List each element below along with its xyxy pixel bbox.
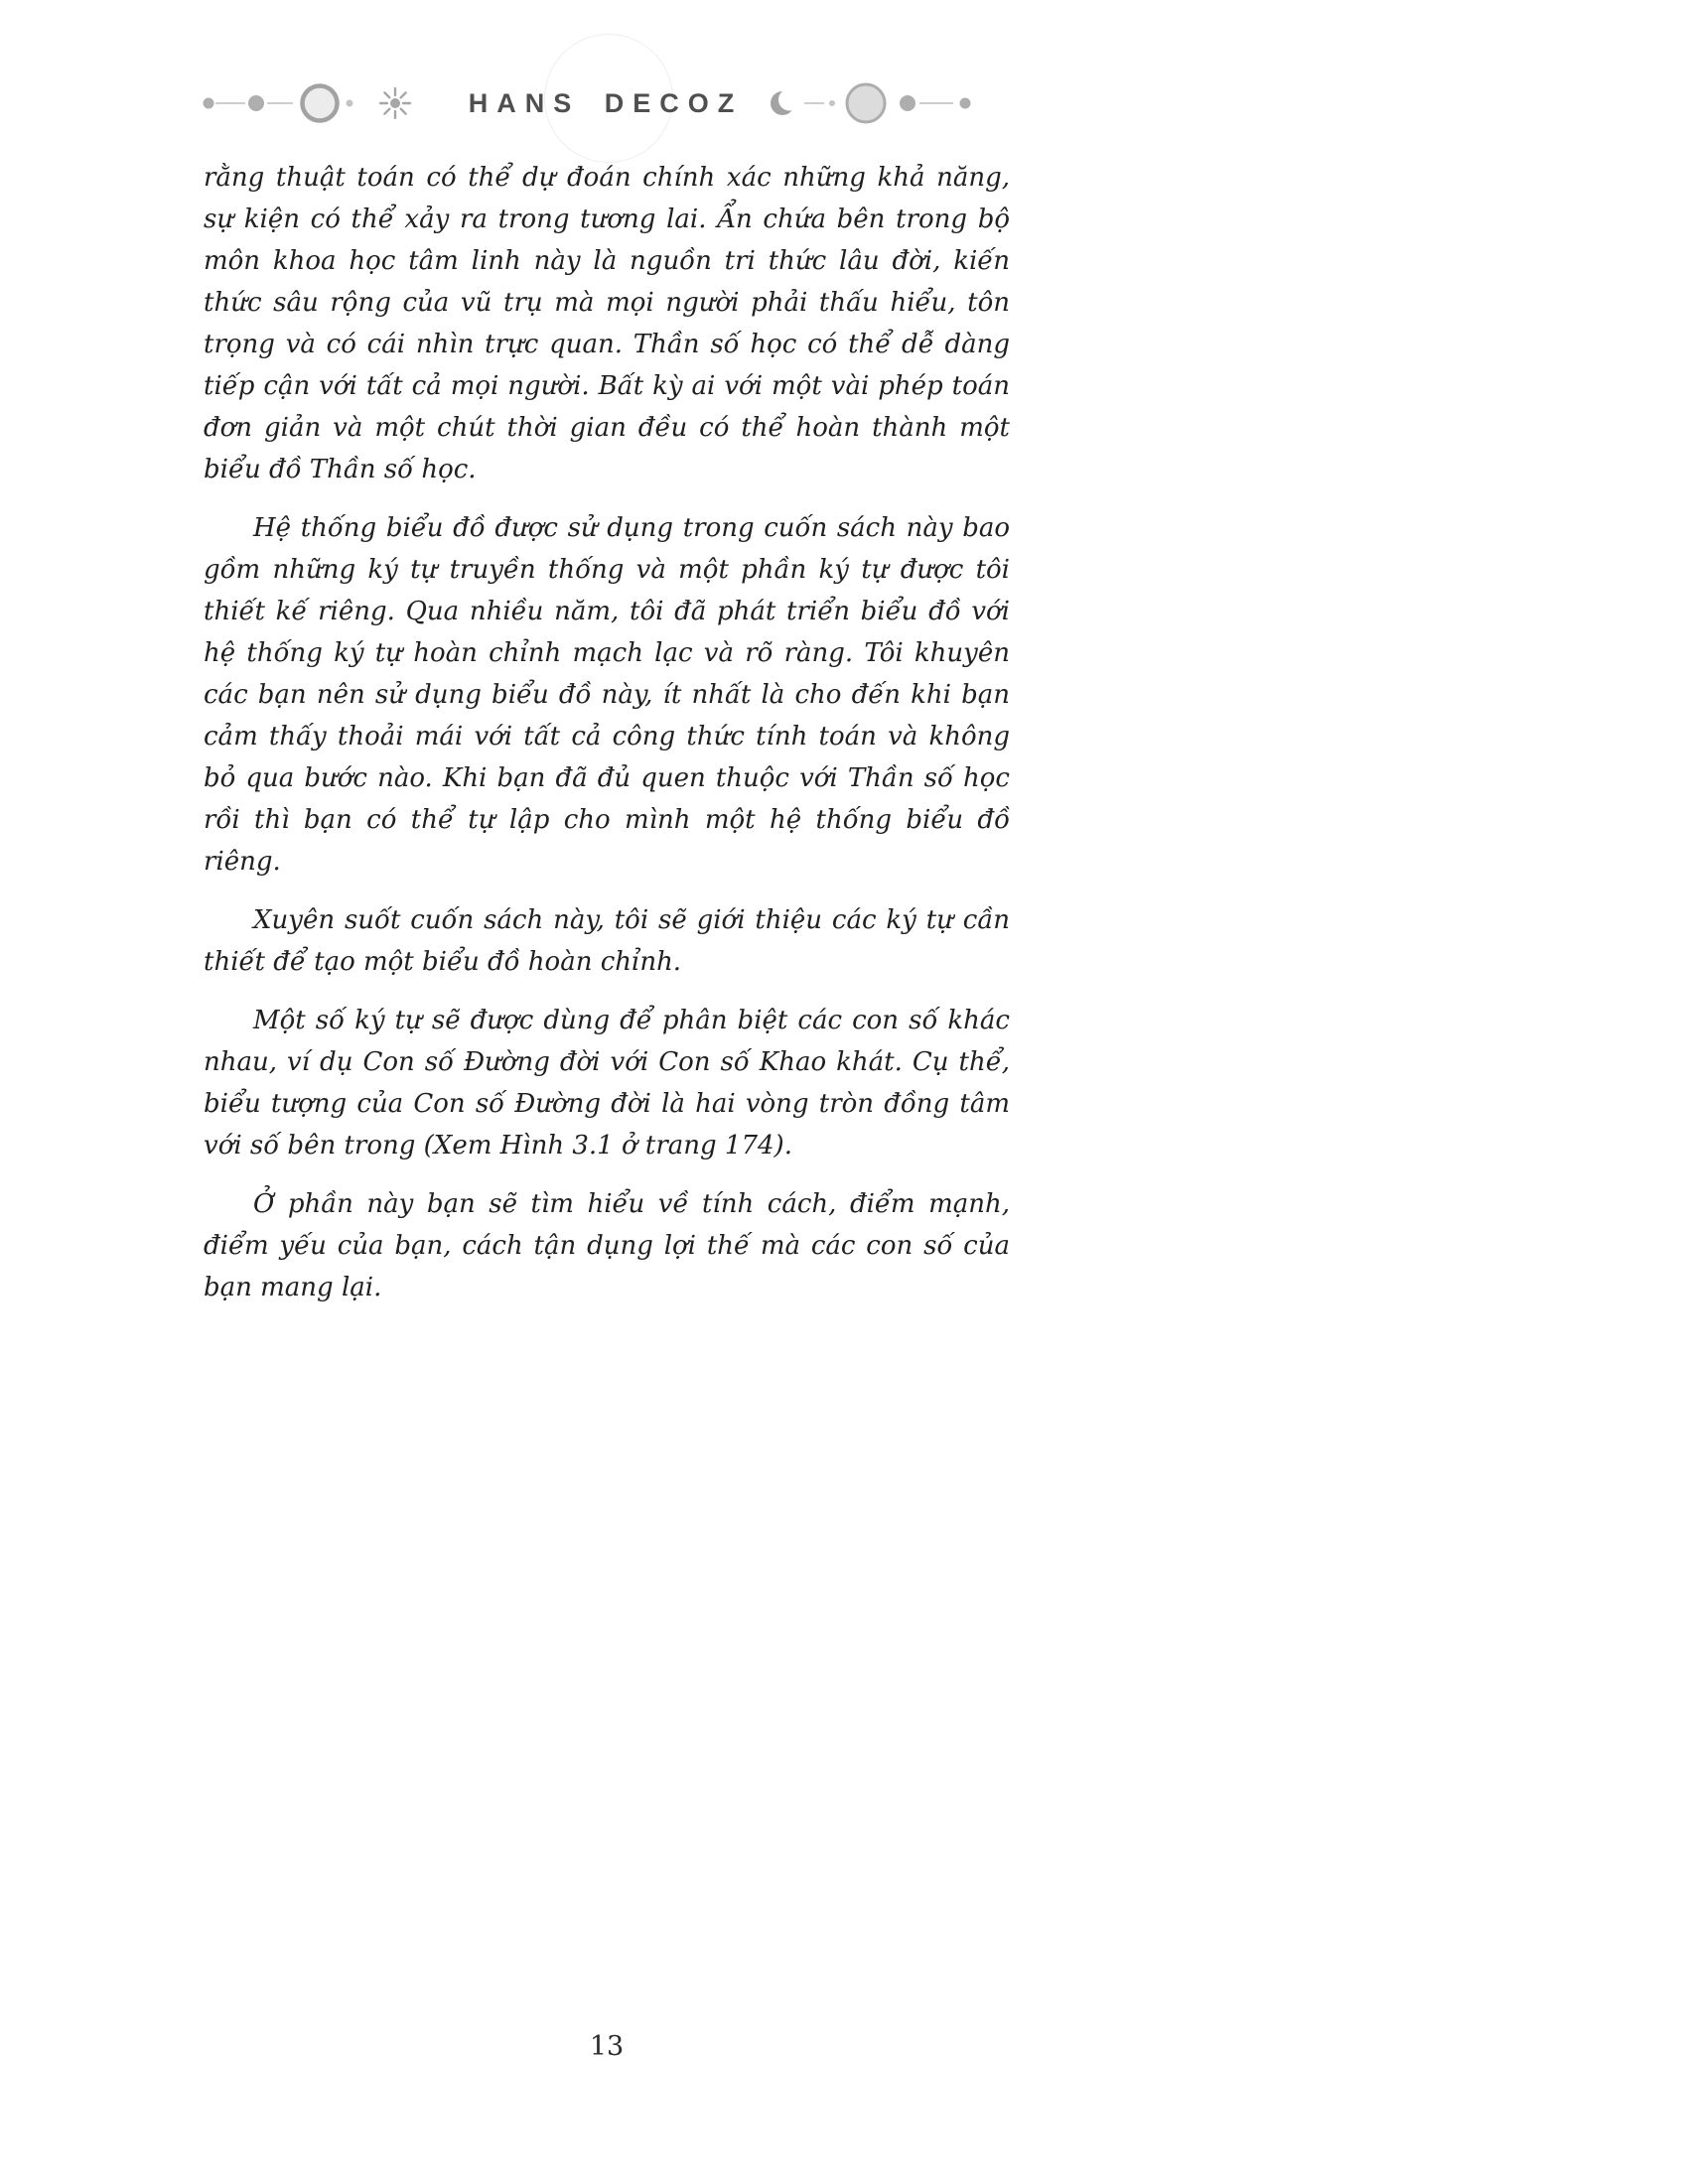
dot-icon xyxy=(900,95,915,111)
dot-icon xyxy=(829,100,835,106)
page-number: 13 xyxy=(589,2031,625,2062)
author-name-heading: HANS DECOZ xyxy=(468,87,744,118)
sun-icon xyxy=(380,88,410,118)
paragraph: Ở phần này bạn sẽ tìm hiểu về tính cách, điểm mạnh, điểm yếu của bạn, cách tận dụng lợi thế mà các con số của bạn mang lại. xyxy=(204,1189,1010,1302)
paragraph: Xuyên suốt cuốn sách này, tôi sẽ giới thiệu các ký tự cần thiết để tạo một biểu đồ hoàn chỉnh. xyxy=(204,905,1010,977)
crescent-moon-icon xyxy=(771,89,800,116)
celestial-ornament-left xyxy=(201,71,451,135)
paragraph: Một số ký tự sẽ được dùng để phân biệt các con số khác nhau, ví dụ Con số Đường đời với Con số Khao khát. Cụ thể, biểu tượng của Con số Đường đời là hai vòng tròn đồng tâm với số bên trong (Xem Hình 3.1 ở trang 174). xyxy=(204,1006,1010,1160)
planet-circle-icon xyxy=(302,86,337,121)
paragraph: Hệ thống biểu đồ được sử dụng trong cuốn sách này bao gồm những ký tự truyền thống và một phần ký tự được tôi thiết kế riêng. Qua nhiều năm, tôi đã phát triển biểu đồ với hệ thống ký tự hoàn chỉnh mạch lạc và rõ ràng. Tôi khuyên các bạn nên sử dụng biểu đồ này, ít nhất là cho đến khi bạn cảm thấy thoải mái với tất cả công thức tính toán và không bỏ qua bước nào. Khi bạn đã đủ quen thuộc với Thần số học rồi thì bạn có thể tự lập cho mình một hệ thống biểu đồ riêng. xyxy=(204,513,1010,877)
dot-icon xyxy=(960,98,971,109)
dot-icon xyxy=(203,98,213,109)
dot-icon xyxy=(248,95,264,111)
page-body xyxy=(204,157,1010,1325)
planet-circle-icon xyxy=(847,84,885,122)
dot-icon xyxy=(346,100,352,107)
paragraph: rằng thuật toán có thể dự đoán chính xác những khả năng, sự kiện có thể xảy ra trong tương lai. Ẩn chứa bên trong bộ môn khoa học tâm linh này là nguồn tri thức lâu đời, kiến thức sâu rộng của vũ trụ mà mọi người phải thấu hiểu, tôn trọng và có cái nhìn trực quan. Thần số học có thể dễ dàng tiếp cận với tất cả mọi người. Bất kỳ ai với một vài phép toán đơn giản và một chút thời gian đều có thể hoàn thành một biểu đồ Thần số học. xyxy=(204,163,1010,484)
page-header xyxy=(195,68,1017,139)
page-footer xyxy=(204,2031,1010,2062)
celestial-ornament-right xyxy=(761,71,1011,135)
